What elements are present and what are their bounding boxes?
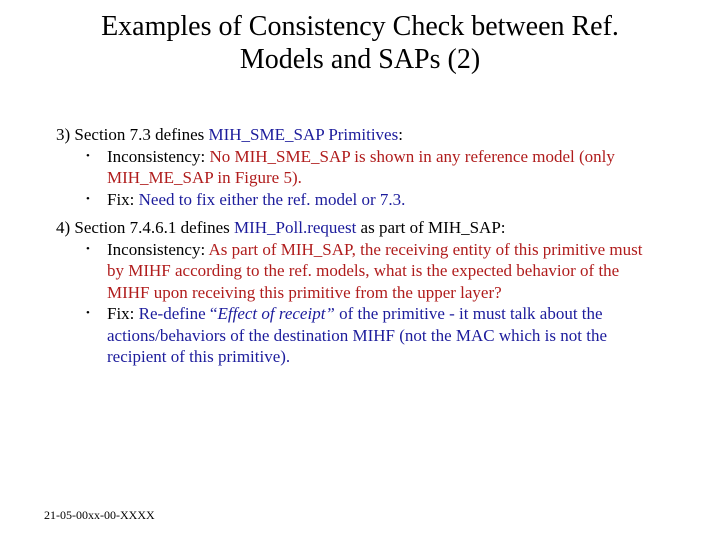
bullet-label: Inconsistency: xyxy=(107,239,209,259)
slide-title xyxy=(0,10,720,76)
heading-prefix: 4) Section 7.4.6.1 defines xyxy=(56,218,234,237)
bullet-text: Need to fix either the ref. model or 7.3. xyxy=(138,189,406,209)
bullet-dot-icon: • xyxy=(86,192,90,205)
slide-title-line-2: Models and SAPs (2) xyxy=(239,44,481,75)
heading-suffix: : xyxy=(398,125,403,144)
slide-body xyxy=(56,124,656,375)
heading-term: MIH_Poll.request xyxy=(234,218,357,237)
bullet-text: Re-define “ xyxy=(138,304,218,323)
item-heading xyxy=(56,124,656,146)
inconsistency-bullet xyxy=(56,239,656,304)
bullet-dot-icon: • xyxy=(86,307,90,319)
heading-term: MIH_SME_SAP Primitives xyxy=(208,125,399,144)
bullet-text: As part of MIH_SAP, the receiving entity of this primitive must by MIHF according to the ref. models, what is the expected behavior of the MIHF upon receiving this primitive from the upper layer? xyxy=(107,239,643,302)
heading-suffix: as part of MIH_SAP: xyxy=(356,218,506,237)
bullet-list xyxy=(56,146,656,211)
heading-prefix: 3) Section 7.3 defines xyxy=(56,125,209,144)
bullet-label: Fix: xyxy=(107,304,139,323)
item-heading xyxy=(56,217,656,239)
consistency-item-4 xyxy=(56,217,656,368)
consistency-item-3 xyxy=(56,124,656,210)
bullet-text: No MIH_SME_SAP is shown in any reference model (only MIH_ME_SAP in Figure 5). xyxy=(107,146,615,187)
bullet-label: Fix: xyxy=(107,189,139,209)
fix-bullet xyxy=(56,303,656,368)
slide-title-line-1: Examples of Consistency Check between Ref. xyxy=(101,11,619,42)
bullet-label: Inconsistency: xyxy=(107,146,210,166)
bullet-text-italic: Effect of receipt” xyxy=(217,304,335,323)
inconsistency-bullet xyxy=(56,146,656,189)
fix-bullet xyxy=(56,189,656,211)
document-id-footer: 21-05-00xx-00-XXXX xyxy=(44,508,155,522)
bullet-dot-icon: • xyxy=(86,149,90,162)
bullet-dot-icon: • xyxy=(86,242,90,255)
bullet-list xyxy=(56,239,656,368)
bullet-text-continued: of the primitive - it must talk about the actions/behaviors of the destination MIHF (not the MAC which is not the recipient of this primitive). xyxy=(107,304,608,366)
